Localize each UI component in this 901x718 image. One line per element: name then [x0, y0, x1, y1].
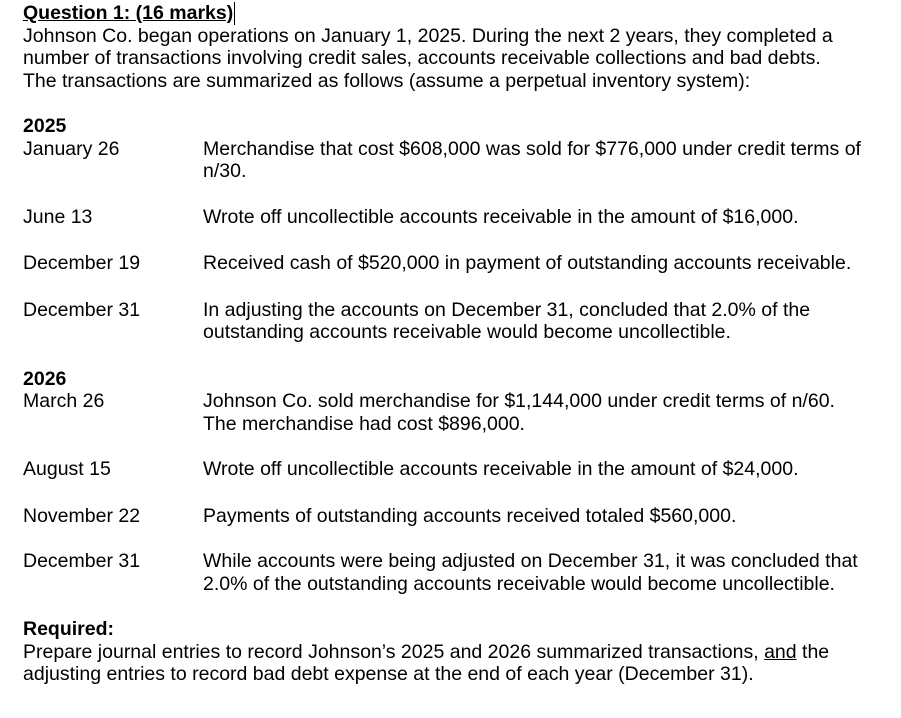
year-heading-2025: 2025 [23, 115, 67, 137]
transaction-row [23, 252, 893, 275]
intro-line: The transactions are summarized as follows (assume a perpetual inventory system): [23, 69, 751, 92]
description-line: outstanding accounts receivable would become uncollectible. [203, 321, 731, 343]
transaction-date: January 26 [23, 137, 120, 160]
description-line: Payments of outstanding accounts received totaled $560,000. [203, 504, 737, 527]
description-line: Wrote off uncollectible accounts receivable in the amount of $24,000. [203, 458, 799, 480]
description-line: Merchandise that cost $608,000 was sold for $776,000 under credit terms of [203, 137, 861, 160]
description-line: In adjusting the accounts on December 31, concluded that 2.0% of the [203, 298, 811, 321]
year-heading-2026: 2026 [23, 367, 67, 390]
transaction-date: June 13 [23, 205, 93, 228]
question-document [23, 0, 893, 686]
required-emphasis: and [764, 640, 797, 663]
description-line: The merchandise had cost $896,000. [203, 412, 525, 435]
required-label: Required: [23, 618, 115, 640]
required-section [23, 618, 893, 686]
description-line: Received cash of $520,000 in payment of outstanding accounts receivable. [203, 252, 852, 274]
question-intro [23, 25, 893, 93]
description-line: Wrote off uncollectible accounts receivable in the amount of $16,000. [203, 205, 799, 228]
transaction-description [203, 505, 893, 528]
intro-line: Johnson Co. began operations on January 1, 2025. During the next 2 years, they completed a [23, 24, 833, 47]
transaction-row [23, 390, 893, 435]
description-line: n/30. [203, 160, 247, 182]
transaction-date: December 31 [23, 550, 141, 572]
transaction-description [203, 252, 893, 275]
transaction-row [23, 458, 893, 481]
intro-line: number of transactions involving credit sales, accounts receivable collections and bad debts. [23, 47, 821, 69]
transaction-row [23, 550, 893, 595]
transaction-row [23, 206, 893, 229]
transaction-description [203, 299, 893, 344]
transaction-date: December 19 [23, 252, 141, 274]
transaction-date: August 15 [23, 458, 111, 480]
transaction-date: March 26 [23, 390, 105, 412]
required-text: Prepare journal entries to record Johnson’s 2025 and 2026 summarized transactions, [23, 640, 765, 663]
transaction-description [203, 390, 893, 435]
transaction-row [23, 299, 893, 344]
description-line: While accounts were being adjusted on December 31, it was concluded that [203, 550, 858, 572]
transaction-date: December 31 [23, 298, 141, 321]
required-text: the [796, 640, 830, 663]
description-line: 2.0% of the outstanding accounts receivable would become uncollectible. [203, 572, 835, 595]
transaction-description [203, 206, 893, 229]
transaction-row [23, 138, 893, 183]
transaction-date: November 22 [23, 504, 141, 527]
transaction-description [203, 550, 893, 595]
required-line: adjusting entries to record bad debt expense at the end of each year (December 31). [23, 663, 754, 685]
required-line [23, 641, 893, 664]
description-line: Johnson Co. sold merchandise for $1,144,000 under credit terms of n/60. [203, 390, 835, 412]
question-title: Question 1: (16 marks) [23, 2, 234, 24]
transaction-description [203, 458, 893, 481]
transaction-row [23, 505, 893, 528]
transaction-description [203, 138, 893, 183]
